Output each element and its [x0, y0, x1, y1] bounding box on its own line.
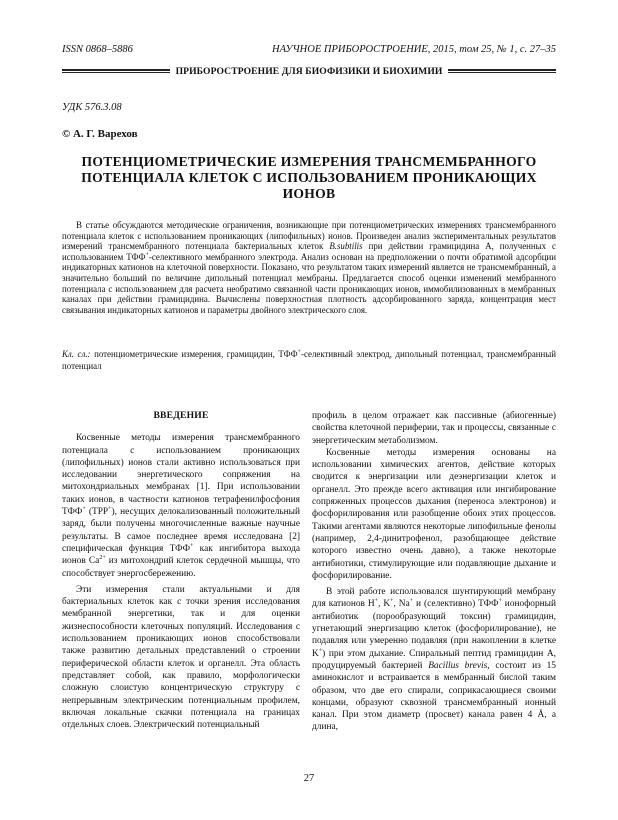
text: ) при этом дыхание. Спиральный пептид грамицидин А, продуцируемый бактерией	[312, 648, 556, 671]
text: (TPP	[85, 507, 109, 518]
abstract-text: -селективного мембранного электрода. Анализ основан на предположении о почти обратимой адсорбции индикаторных катионов на клеточной поверхности. Показано, что результатом таких измерений является не трансмембранный, а значительно больший по величине дипольный потенциал мембраны. Предлагается способ оценки изменений мембранного потенциала с использованием для расчета необратимо связанной части проникающих ионов, иммобилизованных в мембранных каналах при действии грамицидина. Вычислены поверхностная плотность адсорбированного заряда, концентрация мест связывания индикаторных катионов и параметры двойного электрического слоя.	[62, 251, 556, 315]
rule-left	[62, 69, 170, 74]
text: , Na	[393, 599, 410, 610]
section-heading: ВВЕДЕНИЕ	[153, 410, 209, 421]
superscript: 2+	[99, 555, 106, 562]
keywords-text: -селективный электрод, дипольный потенциал, трансмембранный потенциал	[62, 349, 556, 371]
page-number: 27	[303, 773, 315, 784]
paragraph: Косвенные методы измерения основаны на использовании химических агентов, действие которых сводится к энергизации или деэнергизации клеток и органелл. Это прежде всего активация или ингибирование сопряженных процессов дыхания (переноса электронов) и фосфорилирования или разобщение обоих этих процессов. Такими агентами являются некоторые липофильные фенолы (например, 2,4-динитрофенол, разобщающее действие которого известно очень давно), а также некоторые антибиотики, стимулирующие или подавляющие дыхание и фосфорилирование.	[312, 447, 556, 581]
abstract-text: при действии грамицидина А, полученных с использованием ТФФ	[62, 241, 556, 262]
text: В этой работе использовался шунтирующий мембрану для катионов H	[312, 587, 556, 610]
superscript: +	[190, 542, 194, 549]
text: из митохондрий клеток сердечной мышцы, что способствует энергосбережению.	[62, 556, 300, 579]
column-left	[62, 410, 300, 731]
superscript: +	[297, 349, 302, 356]
issn: ISSN 0868–5886	[62, 44, 133, 55]
abstract	[62, 220, 556, 315]
superscript: +	[374, 598, 379, 605]
section-title: ПРИБОРОСТРОЕНИЕ ДЛЯ БИОФИЗИКИ И БИОХИМИИ	[175, 65, 443, 77]
text: как ингибитора выхода ионов Ca	[62, 543, 300, 567]
column-right	[312, 410, 556, 734]
paragraph	[312, 586, 556, 734]
text: , состоит из 15 аминокислот и встраивается в мембранный бислой таким образом, что две его спирали, соприкасающиеся своими концами, образуют сквозной трансмембранный ионный канал. При этом диаметр (просвет) канала равен 4 Å, а длина,	[312, 660, 556, 733]
rule-right	[448, 69, 556, 74]
paragraph	[62, 432, 300, 580]
organism-name: Bacillus brevis	[428, 660, 488, 671]
organism-name: B.subtilis	[329, 241, 363, 252]
section-banner	[62, 64, 556, 78]
superscript: +	[318, 647, 323, 654]
keywords	[62, 349, 556, 373]
text: ионофорный антибиотик (порообразующий токсин) грамицидин, угнетающий энергизацию клеток (фосфорилирование), не подавляя или умеренно подавляя (при накоплении в клетке K	[312, 599, 557, 659]
superscript: +	[145, 251, 149, 258]
superscript: +	[82, 505, 86, 512]
superscript: +	[108, 505, 112, 512]
paper-title: ПОТЕНЦИОМЕТРИЧЕСКИЕ ИЗМЕРЕНИЯ ТРАНСМЕМБРАННОГО ПОТЕНЦИАЛА КЛЕТОК С ИСПОЛЬЗОВАНИЕМ ПРОНИКАЮЩИХ ИОНОВ	[81, 154, 537, 201]
keywords-text: потенциометрические измерения, грамицидин, ТФФ	[90, 349, 298, 359]
superscript: +	[409, 598, 414, 605]
text: и (селективно) ТФФ	[413, 599, 499, 610]
abstract-text: В статье обсуждаются методические ограничения, возникающие при потенциометрических измерениях трансмембранного потенциала клеток с использованием проникающих (липофильных) ионов. Произведен анализ экспериментальных результатов измерений трансмембранного потенциала бактериальных клеток	[62, 220, 556, 252]
superscript: +	[390, 598, 394, 605]
superscript: +	[498, 598, 502, 605]
text: Косвенные методы измерения трансмембранного потенциала с использованием проникающих (липофильных) ионов стали активно использоваться при исследовании энергетического сопряжения на митохондриальных мембранах [1]. При использовании таких ионов, в частности катионов тетрафенилфосфония ТФФ	[62, 433, 300, 518]
text: ), несущих делокализованный положительный заряд, были получены многочисленные важные научные результаты. В самое последнее время исследована [2] специфическая функция ТФФ	[62, 507, 300, 554]
udk-code: УДК 576.3.08	[62, 102, 122, 113]
paragraph: профиль в целом отражает как пассивные (абиогенные) свойства клеточной периферии, так и процессы, связанные с энергетическим метаболизмом.	[312, 411, 556, 446]
keywords-label: Кл. сл.:	[62, 349, 91, 359]
text: , K	[378, 599, 391, 610]
journal-citation: НАУЧНОЕ ПРИБОРОСТРОЕНИЕ, 2015, том 25, № 1, c. 27–35	[272, 44, 556, 55]
paragraph: Эти измерения стали актуальными и для бактериальных клеток как с точки зрения исследования мембранной энергетики, так и для оценки жизнеспособности клеточных популяций. Исследования с использованием проникающих ионов способствовали также развитию детальных представлений о строении периферической области клеток и органелл. Эта область представляет собой, как правило, морфологически сложную слоистую концентрическую структуру с непрерывным электрическим потенциальным профилем, включая локальные скачки потенциала на границах отдельных слоев. Электрический потенциальный	[62, 584, 300, 731]
author: © А. Г. Варехов	[62, 128, 138, 140]
running-header	[62, 44, 556, 55]
